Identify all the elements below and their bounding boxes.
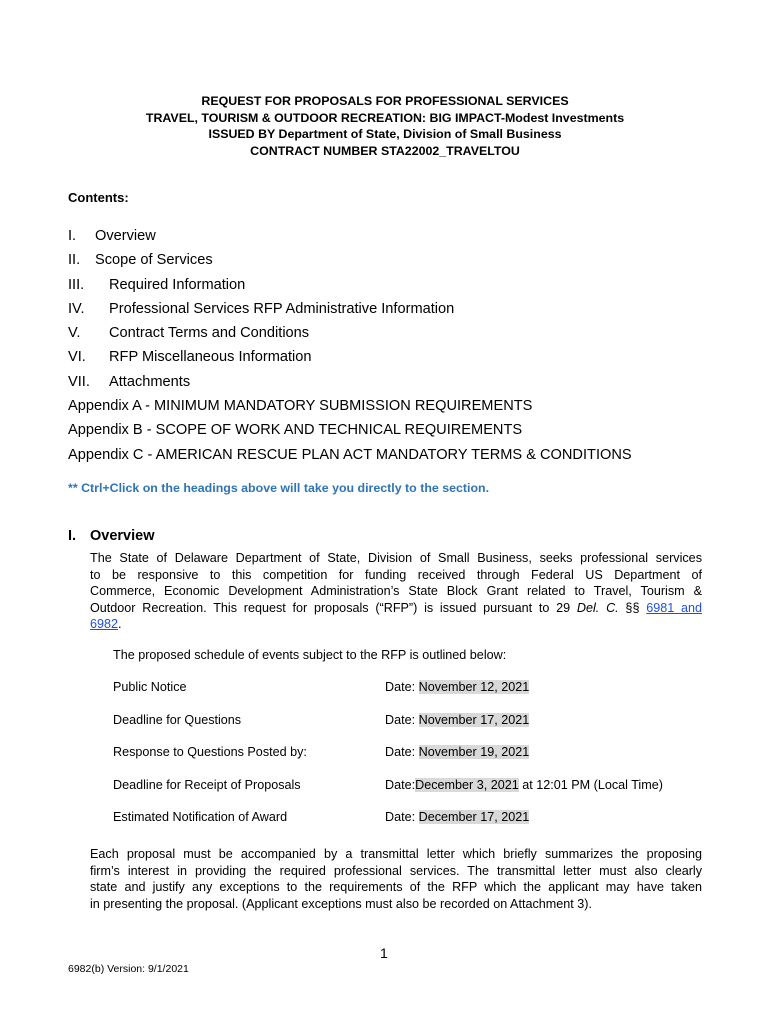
- transmittal-paragraph: [90, 846, 702, 912]
- schedule-event: Deadline for Questions: [113, 712, 242, 727]
- toc-item-misc-info[interactable]: [68, 345, 312, 369]
- schedule-date: [385, 745, 529, 759]
- footer-version: 6982(b) Version: 9/1/2021: [68, 963, 189, 975]
- toc-label: Required Information: [109, 276, 246, 293]
- toc-label: Appendix C - AMERICAN RESCUE PLAN ACT MANDATORY TERMS & CONDITIONS: [68, 446, 632, 463]
- toc-item-appendix-a[interactable]: [68, 394, 533, 418]
- schedule-intro: The proposed schedule of events subject to the RFP is outlined below:: [113, 648, 507, 662]
- paragraph-line: firm’s interest in providing the required professional services. The transmittal letter must also clearly: [90, 863, 702, 878]
- text-run: Outdoor Recreation. This request for proposals (“RFP”) is issued pursuant to 29: [90, 600, 577, 615]
- statute-citation: Del. C.: [576, 600, 619, 615]
- toc-number: III.: [68, 276, 85, 293]
- toc-label: RFP Miscellaneous Information: [109, 349, 312, 366]
- page-number: 1: [380, 945, 388, 961]
- toc-item-appendix-c[interactable]: [68, 443, 632, 467]
- toc-label: Professional Services RFP Administrative Information: [109, 300, 455, 317]
- toc-number: II.: [68, 252, 81, 269]
- statute-link[interactable]: 6981 and: [646, 600, 703, 615]
- date-prefix: Date:: [385, 680, 419, 694]
- paragraph-line: [90, 600, 702, 617]
- toc-item-admin-info[interactable]: [68, 297, 455, 321]
- toc-label: Contract Terms and Conditions: [109, 325, 310, 342]
- paragraph-line: to be responsive to this competition for funding received through Federal US Department of: [90, 567, 702, 582]
- schedule-date: [385, 713, 529, 727]
- ctrl-click-note: ** Ctrl+Click on the headings above will take you directly to the section.: [68, 481, 490, 495]
- toc-number: IV.: [68, 300, 85, 317]
- schedule-date: [385, 680, 529, 694]
- toc-label: Attachments: [109, 373, 191, 390]
- toc-label: Overview: [95, 228, 156, 244]
- date-value: November 12, 2021: [418, 680, 530, 694]
- date-value: November 19, 2021: [418, 745, 530, 760]
- title-line: TRAVEL, TOURISM & OUTDOOR RECREATION: BIG IMPACT-Modest Investments: [145, 110, 625, 125]
- toc-item-contract-terms[interactable]: [68, 321, 310, 345]
- toc-label: Appendix B - SCOPE OF WORK AND TECHNICAL REQUIREMENTS: [68, 422, 523, 439]
- date-prefix: Date:: [385, 810, 419, 825]
- schedule-date: [385, 810, 529, 824]
- date-prefix: Date:: [385, 745, 419, 760]
- section-number: I.: [68, 528, 77, 544]
- rfp-title-block: [0, 93, 770, 159]
- title-line: ISSUED BY Department of State, Division of Small Business: [208, 127, 562, 141]
- toc-item-attachments[interactable]: [68, 370, 191, 394]
- paragraph-line: The State of Delaware Department of State, Division of Small Business, seeks professional services: [90, 551, 702, 565]
- schedule-event: Public Notice: [113, 680, 187, 694]
- toc-item-overview[interactable]: [68, 224, 156, 248]
- date-prefix: Date:: [385, 712, 419, 727]
- toc-label: Scope of Services: [95, 252, 213, 269]
- contents-heading: Contents:: [68, 190, 129, 205]
- date-suffix: at 12:01 PM (Local Time): [518, 777, 663, 792]
- text-run: .: [118, 617, 122, 632]
- statute-link[interactable]: 6982: [90, 617, 119, 632]
- toc-label: Appendix A - MINIMUM MANDATORY SUBMISSION REQUIREMENTS: [68, 398, 533, 415]
- date-value: November 17, 2021: [418, 712, 530, 727]
- toc-number: VII.: [68, 373, 90, 390]
- paragraph-line: Commerce, Economic Development Administration’s State Block Grant related to Travel, Tourism &: [90, 584, 702, 599]
- overview-paragraph: [90, 550, 702, 633]
- paragraph-line: state and justify any exceptions to the requirements of the RFP which the applicant may have taken: [90, 880, 702, 895]
- section-heading-overview: [68, 528, 155, 544]
- paragraph-line: in presenting the proposal. (Applicant exceptions must also be recorded on Attachment 3).: [90, 896, 592, 911]
- date-prefix: Date:: [385, 777, 416, 792]
- toc-number: VI.: [68, 349, 86, 366]
- schedule-event: Deadline for Receipt of Proposals: [113, 777, 301, 792]
- toc-number: V.: [68, 325, 81, 342]
- schedule-date: [385, 778, 663, 792]
- toc-item-scope[interactable]: [68, 248, 213, 272]
- paragraph-line: Each proposal must be accompanied by a transmittal letter which briefly summarizes the proposing: [90, 847, 702, 861]
- toc-number: I.: [68, 228, 77, 244]
- text-run: §§: [618, 600, 647, 615]
- schedule-event: Response to Questions Posted by:: [113, 745, 307, 760]
- toc-item-required-info[interactable]: [68, 273, 246, 297]
- table-of-contents: [68, 224, 632, 467]
- schedule-event: Estimated Notification of Award: [113, 810, 288, 825]
- date-value: December 17, 2021: [418, 810, 530, 825]
- date-value: December 3, 2021: [415, 777, 519, 792]
- section-title: Overview: [90, 528, 155, 544]
- title-line: REQUEST FOR PROPOSALS FOR PROFESSIONAL SERVICES: [201, 94, 569, 108]
- toc-item-appendix-b[interactable]: [68, 418, 523, 442]
- paragraph-line: [90, 616, 702, 633]
- title-line: CONTRACT NUMBER STA22002_TRAVELTOU: [250, 143, 520, 158]
